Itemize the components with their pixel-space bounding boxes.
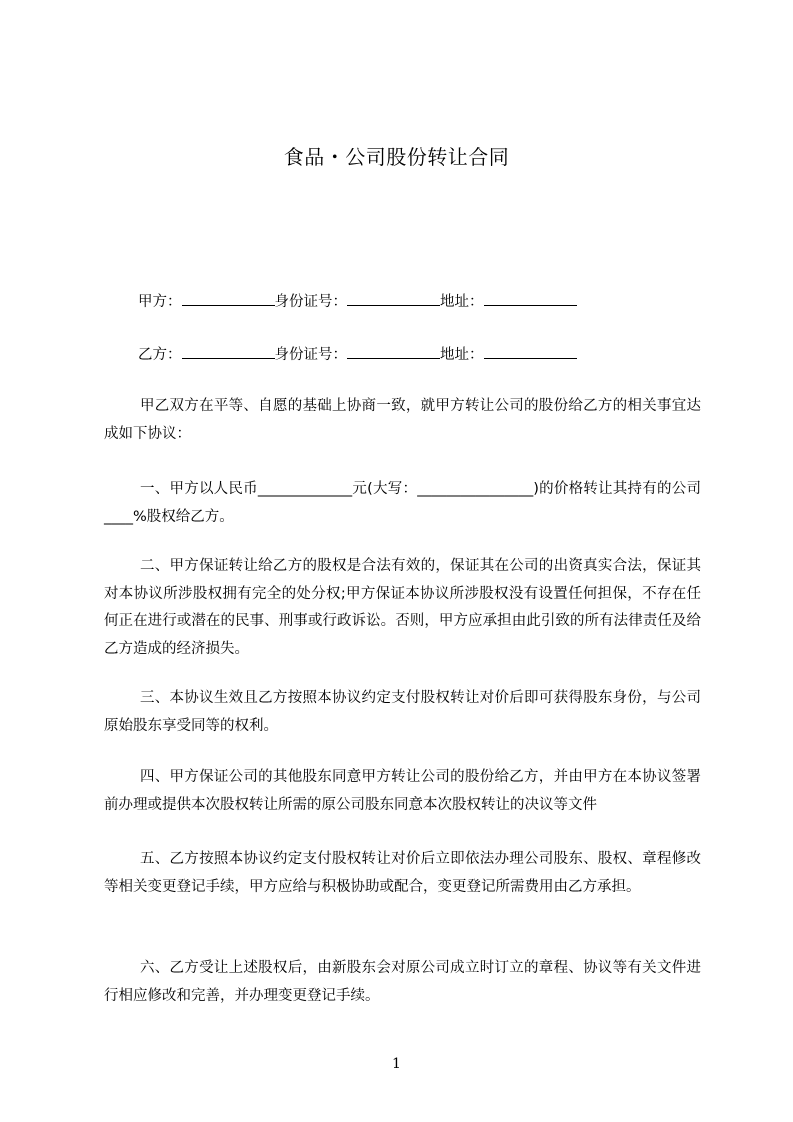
party-a-address-blank — [484, 290, 577, 306]
page-number: 1 — [392, 1056, 401, 1072]
clause-2-paragraph: 二、甲方保证转让给乙方的股权是合法有效的，保证其在公司的出资真实合法，保证其对本协议所涉股权拥有完全的处分权;甲方保证本协议所涉股权没有设置任何担保，不存在任何正在进行或潜在的民事、刑事或行政诉讼。否则，甲方应承担由此引致的所有法律责任及给乙方造成的经济损失。 — [104, 558, 701, 657]
party-b-id-blank — [347, 343, 440, 359]
clause-6-paragraph: 六、乙方受让上述股权后，由新股东会对原公司成立时订立的章程、协议等有关文件进行相应修改和完善，并办理变更登记手续。 — [104, 960, 701, 1004]
party-b-id-label: 身份证号： — [274, 347, 347, 363]
party-b-name-blank — [182, 343, 275, 359]
party-b-address-label: 地址： — [440, 347, 484, 363]
party-a-address-label: 地址： — [440, 294, 484, 310]
intro-paragraph: 甲乙双方在平等、自愿的基础上协商一致，就甲方转让公司的股份给乙方的相关事宜达成如下协议： — [104, 398, 701, 442]
clause-3-paragraph: 三、本协议生效且乙方按照本协议约定支付股权转让对价后即可获得股东身份，与公司原始股东享受同等的权利。 — [104, 690, 701, 734]
party-a-id-blank — [347, 290, 440, 306]
party-a-name-blank — [182, 290, 275, 306]
party-a-name-label: 甲方： — [138, 294, 182, 310]
document-title: 食品・公司股份转让合同 — [283, 145, 510, 169]
party-a-line — [138, 290, 577, 313]
clause-1-paragraph: 一、甲方以人民币_____________元(大写：________________)的价格转让其持有的公司____%股权给乙方。 — [104, 481, 701, 525]
clause-4-paragraph: 四、甲方保证公司的其他股东同意甲方转让公司的股份给乙方，并由甲方在本协议签署前办理或提供本次股权转让所需的原公司股东同意本次股权转让的决议等文件 — [104, 769, 701, 813]
party-a-id-label: 身份证号： — [274, 294, 347, 310]
party-b-name-label: 乙方： — [138, 347, 182, 363]
party-b-line — [138, 343, 577, 366]
clause-5-paragraph: 五、乙方按照本协议约定支付股权转让对价后立即依法办理公司股东、股权、章程修改等相关变更登记手续，甲方应给与积极协助或配合，变更登记所需费用由乙方承担。 — [104, 851, 701, 895]
party-b-address-blank — [484, 343, 577, 359]
